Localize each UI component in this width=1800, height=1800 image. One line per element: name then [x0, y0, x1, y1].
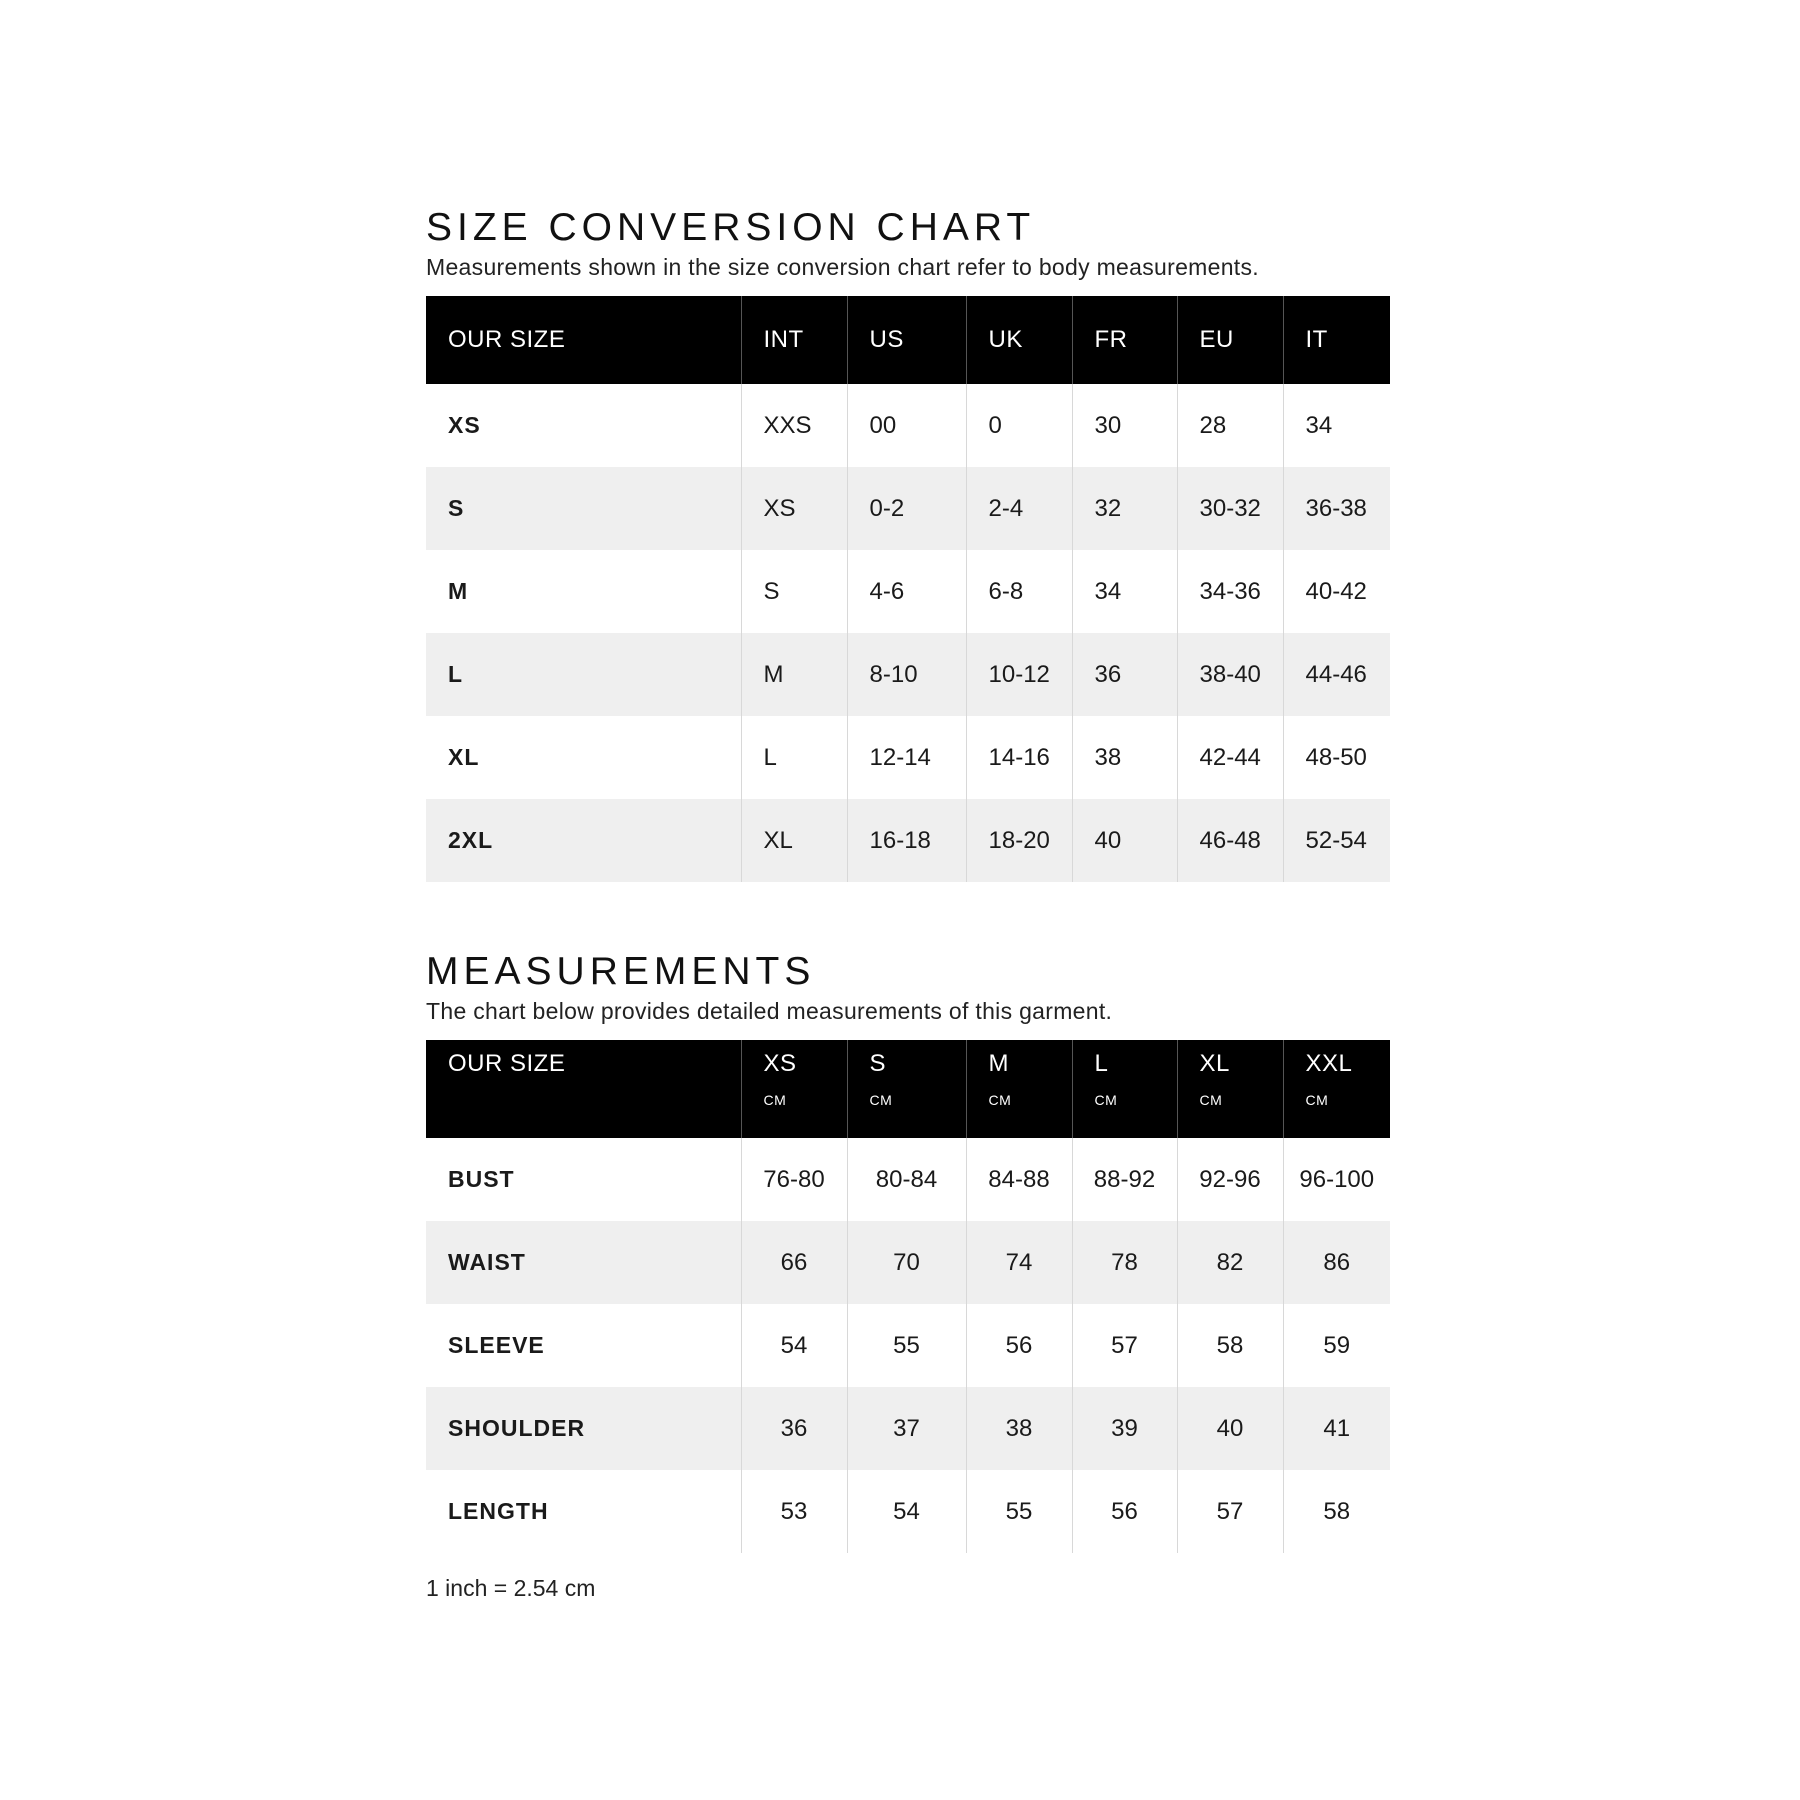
row-label: L — [426, 633, 741, 716]
table-cell: M — [741, 633, 847, 716]
row-label: 2XL — [426, 799, 741, 882]
table-cell: 00 — [847, 384, 966, 467]
column-header — [1072, 1040, 1177, 1138]
column-header: INT — [741, 296, 847, 384]
table-cell: 30-32 — [1177, 467, 1283, 550]
row-label: SLEEVE — [426, 1304, 741, 1387]
table-row — [426, 716, 1390, 799]
table-cell: 88-92 — [1072, 1138, 1177, 1221]
table-cell: 55 — [847, 1304, 966, 1387]
column-header: EU — [1177, 296, 1283, 384]
table-row — [426, 1470, 1390, 1553]
size-conversion-section — [426, 206, 1390, 882]
unit-label: CM — [1094, 1092, 1118, 1108]
table-cell: 36 — [741, 1387, 847, 1470]
table-cell: 57 — [1177, 1470, 1283, 1553]
size-label: L — [1094, 1050, 1109, 1077]
measurements-section — [426, 950, 1390, 1602]
table-cell: 56 — [1072, 1470, 1177, 1553]
table-cell: 53 — [741, 1470, 847, 1553]
table-row — [426, 1221, 1390, 1304]
table-row — [426, 1387, 1390, 1470]
table-cell: 32 — [1072, 467, 1177, 550]
table-cell: 2-4 — [966, 467, 1072, 550]
size-conversion-table — [426, 296, 1390, 882]
table-cell: XL — [741, 799, 847, 882]
table-cell: 38-40 — [1177, 633, 1283, 716]
table-cell: 84-88 — [966, 1138, 1072, 1221]
table-cell: 6-8 — [966, 550, 1072, 633]
table-cell: 40-42 — [1305, 577, 1367, 605]
table-cell: S — [741, 550, 847, 633]
table-cell: XS — [741, 467, 847, 550]
table-cell: 57 — [1072, 1304, 1177, 1387]
table-cell: 76-80 — [741, 1138, 847, 1221]
size-label: M — [988, 1050, 1009, 1077]
table-cell: 34 — [1305, 411, 1333, 439]
table-cell: 41 — [1283, 1387, 1390, 1470]
unit-label: CM — [1305, 1092, 1329, 1108]
table-cell: XXS — [741, 384, 847, 467]
size-conversion-subtitle: Measurements shown in the size conversion chart refer to body measurements. — [426, 254, 1259, 280]
table-cell: 39 — [1072, 1387, 1177, 1470]
table-cell: 10-12 — [966, 633, 1072, 716]
row-label: BUST — [426, 1138, 741, 1221]
column-header: OUR SIZE — [426, 1040, 741, 1138]
table-cell: 52-54 — [1283, 799, 1390, 882]
table-cell: 12-14 — [847, 716, 966, 799]
measurements-table — [426, 1040, 1390, 1553]
table-row — [426, 1304, 1390, 1387]
size-label: XXL — [1305, 1050, 1353, 1077]
table-cell: 4-6 — [847, 550, 966, 633]
unit-footnote: 1 inch = 2.54 cm — [426, 1575, 596, 1601]
table-row — [426, 467, 1390, 550]
row-label: SHOULDER — [426, 1387, 741, 1470]
table-cell: 37 — [847, 1387, 966, 1470]
row-label: LENGTH — [426, 1470, 741, 1553]
column-header — [1283, 1040, 1390, 1138]
unit-label: CM — [869, 1092, 893, 1108]
measurements-subtitle: The chart below provides detailed measurements of this garment. — [426, 998, 1113, 1024]
table-cell: 86 — [1283, 1221, 1390, 1304]
table-cell: 70 — [847, 1221, 966, 1304]
table-cell: 96-100 — [1299, 1165, 1375, 1193]
column-header: IT — [1283, 296, 1390, 384]
table-header-row — [426, 296, 1390, 384]
column-header — [966, 1040, 1072, 1138]
table-cell: 34 — [1072, 550, 1177, 633]
unit-label: CM — [763, 1092, 787, 1108]
column-header — [847, 1040, 966, 1138]
table-cell: 8-10 — [847, 633, 966, 716]
table-row — [426, 633, 1390, 716]
column-header — [741, 1040, 847, 1138]
table-cell: 46-48 — [1177, 799, 1283, 882]
table-cell: 30 — [1072, 384, 1177, 467]
table-header-row — [426, 1040, 1390, 1138]
table-row — [426, 550, 1390, 633]
table-cell: 16-18 — [847, 799, 966, 882]
table-cell: 48-50 — [1305, 743, 1367, 771]
table-cell: 18-20 — [966, 799, 1072, 882]
table-cell: 74 — [966, 1221, 1072, 1304]
table-cell: 82 — [1177, 1221, 1283, 1304]
column-header: US — [847, 296, 966, 384]
unit-label: CM — [988, 1092, 1012, 1108]
table-cell: 0-2 — [847, 467, 966, 550]
table-cell: 38 — [1072, 716, 1177, 799]
table-cell: 78 — [1072, 1221, 1177, 1304]
table-cell: 54 — [741, 1304, 847, 1387]
table-cell: 34-36 — [1177, 550, 1283, 633]
table-cell: 38 — [966, 1387, 1072, 1470]
table-cell: L — [741, 716, 847, 799]
size-label: XL — [1199, 1050, 1230, 1077]
table-cell: 56 — [966, 1304, 1072, 1387]
row-label: XL — [426, 716, 741, 799]
table-cell: 55 — [966, 1470, 1072, 1553]
column-header: FR — [1072, 296, 1177, 384]
column-header — [1177, 1040, 1283, 1138]
table-row — [426, 1138, 1390, 1221]
size-conversion-title: SIZE CONVERSION CHART — [426, 206, 1036, 249]
row-label: XS — [426, 384, 741, 467]
table-row — [426, 799, 1390, 882]
size-label: XS — [763, 1050, 797, 1077]
size-label: S — [869, 1050, 887, 1077]
unit-label: CM — [1199, 1092, 1223, 1108]
table-cell: 0 — [966, 384, 1072, 467]
column-header: OUR SIZE — [426, 296, 741, 384]
table-cell: 14-16 — [966, 716, 1072, 799]
table-cell: 92-96 — [1177, 1138, 1283, 1221]
table-cell: 59 — [1323, 1331, 1351, 1359]
table-row — [426, 384, 1390, 467]
column-header: UK — [966, 296, 1072, 384]
table-cell: 58 — [1177, 1304, 1283, 1387]
row-label: WAIST — [426, 1221, 741, 1304]
table-cell: 54 — [847, 1470, 966, 1553]
table-cell: 28 — [1177, 384, 1283, 467]
table-cell: 36-38 — [1283, 467, 1390, 550]
table-cell: 42-44 — [1177, 716, 1283, 799]
table-cell: 58 — [1323, 1497, 1351, 1525]
table-cell: 66 — [741, 1221, 847, 1304]
measurements-title: MEASUREMENTS — [426, 950, 816, 993]
row-label: M — [426, 550, 741, 633]
table-cell: 44-46 — [1283, 633, 1390, 716]
row-label: S — [426, 467, 741, 550]
table-cell: 40 — [1072, 799, 1177, 882]
table-cell: 36 — [1072, 633, 1177, 716]
table-cell: 40 — [1177, 1387, 1283, 1470]
table-cell: 80-84 — [847, 1138, 966, 1221]
